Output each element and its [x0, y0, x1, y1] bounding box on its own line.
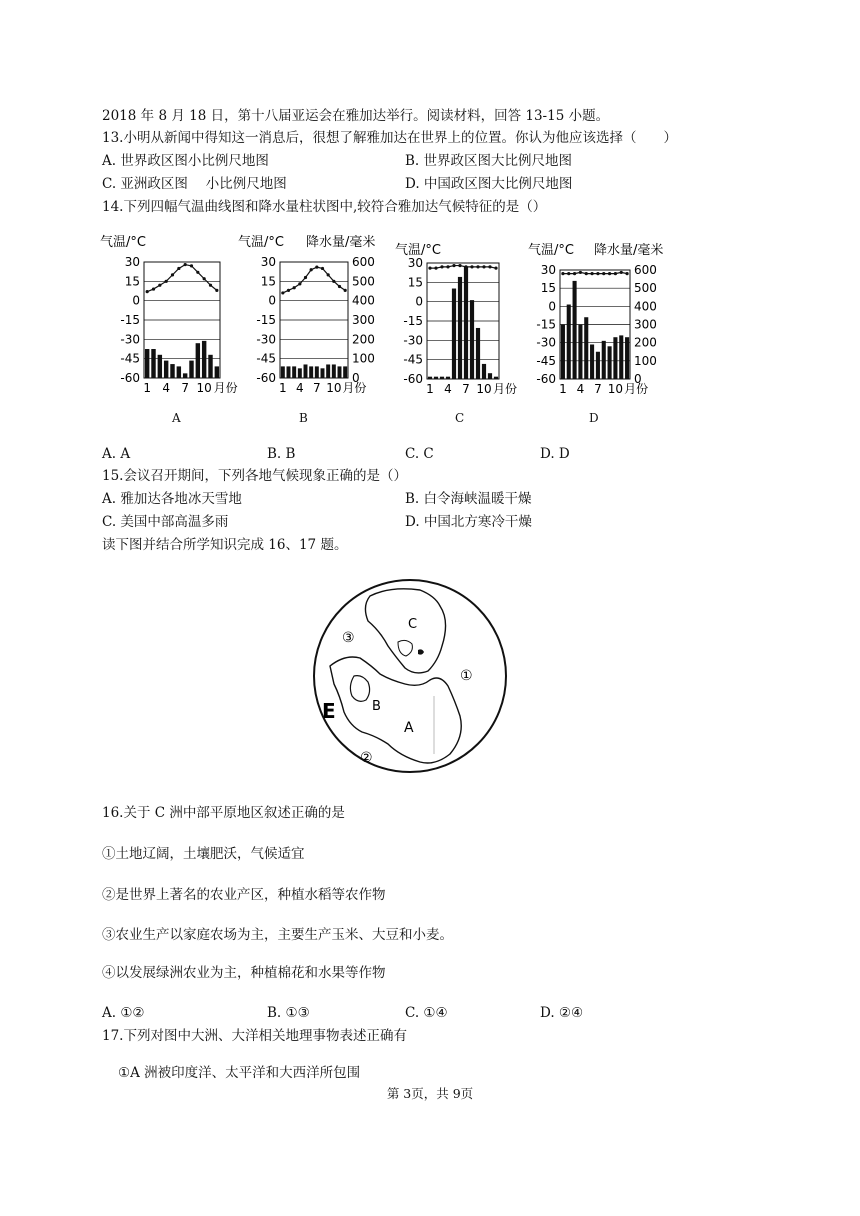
- precip-bar: [332, 364, 336, 378]
- precip-bar: [164, 361, 168, 378]
- climate-chart-b-svg: [236, 230, 386, 405]
- precip-tick-label: 600: [634, 263, 657, 277]
- month-tick-label: 7: [462, 382, 470, 396]
- temp-tick-label: -30: [120, 332, 140, 347]
- month-tick-label: 10: [326, 381, 342, 395]
- temp-tick-label: 15: [540, 281, 556, 296]
- month-tick-label: 4: [576, 382, 585, 396]
- precip-bar: [158, 355, 162, 378]
- climate-chart-a: [98, 230, 238, 405]
- precip-bar: [608, 346, 612, 379]
- q16-statement-3: ③农业生产以家庭农场为主，主要生产玉米、大豆和小麦。: [102, 927, 453, 943]
- map-intro-text: 读下图并结合所学知识完成 16、17 题。: [102, 537, 348, 553]
- ocean-3-label: ③: [342, 630, 355, 646]
- temperature-point: [298, 282, 301, 285]
- temperature-point: [625, 272, 628, 275]
- precip-bar: [470, 300, 474, 379]
- q15-option-a[interactable]: A. 雅加达各地冰天雪地: [102, 491, 242, 507]
- precip-bar: [458, 277, 462, 379]
- precip-tick-label: 300: [634, 317, 657, 332]
- month-tick-label: 1: [279, 381, 287, 395]
- temp-tick-label: -15: [120, 313, 140, 327]
- temp-axis-label: 气温/°C: [100, 235, 146, 250]
- temp-tick-label: 15: [407, 275, 423, 290]
- temperature-point: [579, 271, 582, 274]
- temperature-point: [567, 272, 570, 275]
- temperature-point: [304, 276, 307, 279]
- precip-tick-label: 200: [634, 335, 657, 350]
- temperature-point: [327, 273, 330, 276]
- precip-bar: [625, 337, 629, 379]
- continent-b-label: B: [372, 699, 381, 714]
- chart-b-label: B: [299, 411, 308, 425]
- temperature-line: [147, 265, 217, 292]
- precip-tick-label: 100: [634, 353, 657, 368]
- precip-axis-label: 降水量/毫米: [306, 235, 376, 250]
- precip-bar: [446, 377, 450, 379]
- temperature-point: [293, 286, 296, 289]
- precip-bar: [151, 349, 155, 378]
- month-tick-label: 10: [476, 382, 492, 396]
- q17-statement-1: ①A 洲被印度洋、太平洋和大西洋所包围: [118, 1065, 361, 1081]
- temp-tick-label: 30: [260, 255, 276, 269]
- precip-bar: [602, 341, 606, 379]
- precip-bar: [281, 366, 285, 378]
- q16-option-b[interactable]: B. ①③: [267, 1005, 310, 1021]
- temp-tick-label: -60: [536, 372, 556, 386]
- precip-tick-label: 100: [352, 351, 375, 366]
- page-footer: 第 3页，共 9页: [386, 1086, 474, 1101]
- temperature-point: [310, 268, 313, 271]
- q14-option-b[interactable]: B. B: [267, 446, 296, 462]
- temp-tick-label: 15: [260, 274, 276, 289]
- temperature-point: [190, 264, 193, 267]
- precip-bar: [573, 281, 577, 379]
- ocean-2-label: ②: [360, 750, 373, 766]
- q16-stem: 16.关于 C 洲中部平原地区叙述正确的是: [102, 805, 345, 821]
- precip-bar: [567, 305, 571, 379]
- precip-bar: [590, 344, 594, 379]
- q13-option-d[interactable]: D. 中国政区图大比例尺地图: [405, 176, 573, 192]
- month-tick-label: 4: [296, 381, 304, 395]
- temp-tick-label: 0: [132, 293, 140, 308]
- month-tick-label: 4: [162, 381, 170, 395]
- precip-bar: [315, 366, 319, 378]
- temperature-point: [171, 273, 174, 276]
- temp-tick-label: -30: [256, 332, 276, 347]
- chart-c-label: C: [455, 411, 465, 425]
- precip-bar: [464, 266, 468, 379]
- q16-option-d[interactable]: D. ②④: [540, 1005, 584, 1021]
- q15-option-c[interactable]: C. 美国中部高温多雨: [102, 514, 229, 530]
- temperature-point: [573, 272, 576, 275]
- precip-bar: [177, 366, 181, 378]
- q13-option-c[interactable]: C. 亚洲政区图 小比例尺地图: [102, 176, 287, 192]
- temperature-point: [434, 267, 437, 270]
- q14-option-a[interactable]: A. A: [102, 446, 131, 462]
- temperature-point: [452, 264, 455, 267]
- continent-c-label: C: [408, 617, 418, 632]
- temp-axis-label: 气温/°C: [528, 243, 574, 258]
- temp-tick-label: -45: [256, 351, 276, 366]
- temperature-point: [494, 267, 497, 270]
- precip-bar: [561, 325, 565, 380]
- precip-bar: [321, 368, 325, 378]
- precip-bar: [304, 364, 308, 378]
- climate-chart-d-svg: [526, 238, 676, 405]
- temp-tick-label: 30: [124, 255, 140, 269]
- temperature-point: [209, 284, 212, 287]
- temperature-point: [315, 266, 318, 269]
- q15-option-d[interactable]: D. 中国北方寒冷干燥: [405, 514, 532, 530]
- precip-tick-label: 300: [352, 313, 375, 327]
- precip-bar: [476, 328, 480, 379]
- temperature-point: [152, 287, 155, 290]
- precip-bar: [145, 349, 149, 378]
- precip-tick-label: 400: [634, 299, 657, 314]
- q16-statement-4: ④以发展绿洲农业为主，种植棉花和水果等作物: [102, 965, 386, 981]
- temperature-point: [440, 265, 443, 268]
- precip-tick-label: 400: [352, 293, 375, 308]
- temp-tick-label: -15: [256, 313, 276, 327]
- continent-a-label: A: [404, 720, 414, 736]
- temperature-line: [283, 267, 345, 293]
- temp-tick-label: 0: [415, 294, 423, 309]
- precip-bar: [584, 317, 588, 379]
- temperature-point: [620, 271, 623, 274]
- month-unit-label: 月份: [624, 382, 649, 396]
- month-unit-label: 月份: [342, 381, 367, 395]
- temp-tick-label: -45: [120, 351, 140, 366]
- temp-tick-label: -60: [403, 372, 423, 386]
- globe-outline: [314, 580, 506, 772]
- temp-tick-label: -30: [403, 333, 423, 348]
- temp-tick-label: -15: [536, 317, 556, 332]
- temp-tick-label: -30: [536, 335, 556, 350]
- temperature-point: [488, 265, 491, 268]
- precip-bar: [215, 366, 219, 378]
- temperature-point: [158, 284, 161, 287]
- month-tick-label: 1: [559, 382, 567, 396]
- temperature-line: [563, 272, 627, 273]
- temperature-point: [585, 272, 588, 275]
- temp-tick-label: 0: [268, 293, 276, 308]
- precip-tick-label: 0: [352, 371, 360, 385]
- precip-bar: [170, 364, 174, 378]
- precip-bar: [440, 377, 444, 379]
- temperature-point: [196, 271, 199, 274]
- precip-bar: [287, 366, 291, 378]
- precip-bar: [189, 361, 193, 378]
- climate-chart-d: [526, 238, 676, 405]
- temperature-point: [596, 272, 599, 275]
- month-tick-label: 4: [444, 382, 452, 396]
- climate-chart-a-svg: [98, 230, 238, 405]
- q17-stem: 17.下列对图中大洲、大洋相关地理事物表述正确有: [102, 1028, 407, 1044]
- globe-map-svg: [310, 576, 510, 776]
- q13-option-b[interactable]: B. 世界政区图大比例尺地图: [405, 153, 573, 169]
- precip-bar: [434, 377, 438, 379]
- precip-axis-label: 降水量/毫米: [594, 243, 664, 258]
- q16-option-a[interactable]: A. ①②: [102, 1005, 145, 1021]
- month-tick-label: 10: [607, 382, 624, 396]
- precip-bar: [452, 289, 456, 379]
- temperature-point: [464, 265, 467, 268]
- q13-stem: 13.小明从新闻中得知这一消息后，很想了解雅加达在世界上的位置。你认为他应该选择（ ）: [102, 130, 677, 146]
- precip-bar: [482, 364, 486, 379]
- precip-bar: [613, 337, 617, 379]
- temperature-point: [590, 272, 593, 275]
- precip-bar: [326, 364, 330, 378]
- month-tick-label: 1: [426, 382, 434, 396]
- temp-tick-label: -45: [536, 353, 556, 368]
- temperature-point: [184, 263, 187, 266]
- temperature-point: [332, 280, 335, 283]
- precip-bar: [309, 366, 313, 378]
- temperature-point: [177, 267, 180, 270]
- chart-d-label: D: [589, 411, 599, 425]
- temperature-point: [321, 267, 324, 270]
- q16-option-c[interactable]: C. ①④: [405, 1005, 448, 1021]
- temp-tick-label: 30: [407, 256, 423, 270]
- month-unit-label: 月份: [493, 382, 518, 396]
- month-unit-label: 月份: [213, 381, 238, 395]
- precip-bar: [619, 335, 623, 379]
- temp-axis-label: 气温/°C: [238, 235, 284, 250]
- temperature-point: [602, 272, 605, 275]
- temperature-point: [215, 289, 218, 292]
- month-tick-label: 7: [181, 381, 189, 395]
- intro-text: 2018 年 8 月 18 日，第十八届亚运会在雅加达举行。阅读材料，回答 13-15 小题。: [102, 108, 610, 124]
- q15-option-b[interactable]: B. 白令海峡温暖干燥: [405, 491, 532, 507]
- temp-axis-label: 气温/°C: [395, 243, 441, 258]
- temp-tick-label: -60: [256, 371, 276, 385]
- temperature-point: [281, 291, 284, 294]
- precip-tick-label: 500: [352, 274, 375, 289]
- temperature-point: [146, 290, 149, 293]
- precip-tick-label: 600: [352, 255, 375, 269]
- temperature-point: [470, 265, 473, 268]
- precip-bar: [488, 373, 492, 379]
- precip-bar: [183, 373, 187, 378]
- continent-e-label: E: [322, 699, 336, 723]
- temperature-point: [608, 272, 611, 275]
- climate-chart-b: [236, 230, 386, 405]
- temperature-point: [446, 265, 449, 268]
- globe-map: [310, 576, 510, 776]
- temp-tick-label: 0: [548, 299, 556, 314]
- month-tick-label: 1: [143, 381, 151, 395]
- temperature-point: [203, 277, 206, 280]
- temperature-point: [561, 272, 564, 275]
- precip-bar: [202, 341, 206, 378]
- q16-statement-2: ②是世界上著名的农业产区，种植水稻等农作物: [102, 887, 386, 903]
- q14-option-d[interactable]: D. D: [540, 446, 570, 462]
- precip-bar: [292, 366, 296, 378]
- ocean-1-label: ①: [460, 668, 473, 684]
- precip-bar: [208, 355, 212, 378]
- temperature-line: [430, 266, 496, 269]
- q14-option-c[interactable]: C. C: [405, 446, 434, 462]
- month-tick-label: 7: [313, 381, 321, 395]
- temperature-point: [482, 265, 485, 268]
- q14-stem: 14.下列四幅气温曲线图和降水量柱状图中,较符合雅加达气候特征的是（）: [102, 199, 547, 215]
- temperature-point: [344, 289, 347, 292]
- precip-tick-label: 500: [634, 281, 657, 296]
- precip-bar: [578, 325, 582, 380]
- precip-bar: [596, 352, 600, 379]
- precip-bar: [428, 377, 432, 379]
- temperature-point: [428, 267, 431, 270]
- temperature-point: [338, 285, 341, 288]
- chart-a-label: A: [172, 411, 181, 425]
- month-tick-label: 7: [594, 382, 602, 396]
- q15-stem: 15.会议召开期间，下列各地气候现象正确的是（）: [102, 468, 407, 484]
- climate-chart-c: [393, 238, 533, 405]
- q13-option-a[interactable]: A. 世界政区图小比例尺地图: [102, 153, 269, 169]
- climate-chart-c-svg: [393, 238, 533, 405]
- precip-bar: [298, 368, 302, 378]
- precip-bar: [338, 366, 342, 378]
- precip-tick-label: 0: [634, 372, 642, 386]
- precip-bar: [343, 366, 347, 378]
- temp-tick-label: -60: [120, 371, 140, 385]
- temp-tick-label: -45: [403, 352, 423, 367]
- temperature-point: [165, 280, 168, 283]
- q16-statement-1: ①土地辽阔，土壤肥沃，气候适宜: [102, 846, 305, 862]
- temperature-point: [476, 265, 479, 268]
- temperature-point: [458, 264, 461, 267]
- precip-bar: [494, 377, 498, 379]
- temp-tick-label: -15: [403, 314, 423, 328]
- temperature-point: [287, 289, 290, 292]
- month-tick-label: 10: [196, 381, 212, 395]
- temp-tick-label: 15: [124, 274, 140, 289]
- precip-tick-label: 200: [352, 332, 375, 347]
- temperature-point: [614, 272, 617, 275]
- precip-bar: [196, 343, 200, 378]
- temp-tick-label: 30: [540, 263, 556, 277]
